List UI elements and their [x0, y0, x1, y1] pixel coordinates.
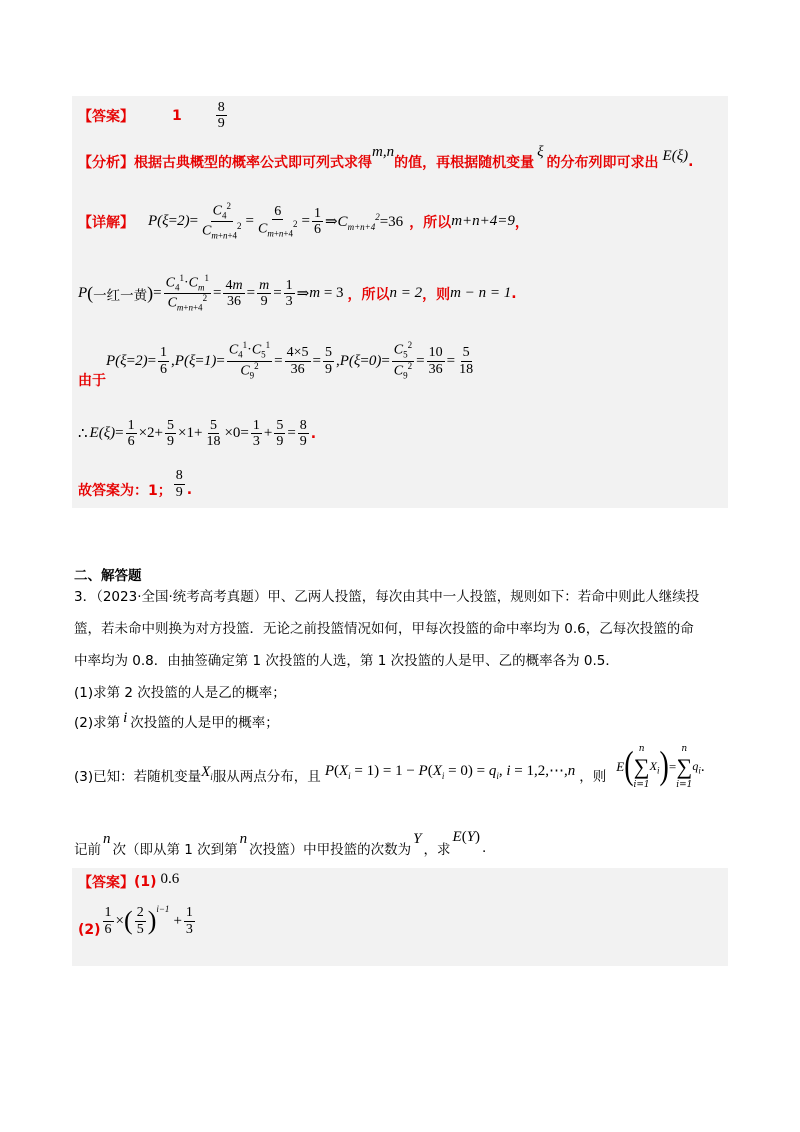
q3-line-1: 3．（2023·全国·统考高考真题）甲、乙两人投篮，每次由其中一人投篮，规则如下：若命中则此人继续投: [74, 589, 700, 605]
q3-note: 记前 n 次（即从第 1 次到第 n 次投篮）中甲投篮的次数为 Y ，求 E(Y) .: [74, 828, 487, 858]
since-label: 由于: [78, 373, 106, 389]
detail-frac-1: $\frac{C_4^2}{C_{m+n+4}^2}$: [202, 201, 242, 241]
detail-math-1: m+n+4=9: [451, 213, 515, 230]
q3-sub-1: (1)求第 2 次投篮的人是乙的概率；: [74, 685, 286, 701]
final-fraction: $\frac{8}{9}$: [175, 468, 183, 500]
line3-math-b: m − n = 1: [450, 285, 512, 302]
detail-label: 【详解】: [78, 214, 134, 231]
answer2-label: 【答案】: [78, 875, 134, 891]
final-period: .: [186, 482, 193, 498]
answer-line: [78, 100, 229, 132]
analysis-text-a: 根据古典概型的概率公式即可列式求得: [134, 155, 372, 171]
analysis-text-c: 的分布列即可求出: [546, 155, 659, 171]
final-answer-line: [78, 468, 192, 500]
expectation-line: ∴ E(ξ) = $\frac{1}{6}$ ×2+ $\frac{5}{9}$ ×1+ $\frac{5}{18}$ ×0= $\frac{1}{3}$ + $\frac{5}{9}$ = $\frac{8}{9}$ .: [78, 418, 317, 450]
detail-line-2: P ( 一红一黄 ) = $\frac{C_4^1\cdot C_m^1}{C_{m+n+4}^2}$ = $\frac{4m}{36}$ = $\frac{m}{9}$ = $\frac{1}{3}$ ⇒ m = 3 ，所以 n = 2 ，则 m − n = 1 .: [78, 273, 517, 313]
line3-end: .: [511, 285, 517, 302]
q3-sub-3: (3)已知：若随机变量 $X_i$ 服从两点分布，且 $P(X_i = 1) = 1 - P(X_i = 0) = q_i$, i = 1,2,⋯,n ，则 E ( n ∑ i=1 $X_i$ ) = n ∑ i=1 $q_i$ .: [74, 744, 705, 790]
detail-frac-2: $\frac{6}{C_{m+n+4}^2}$: [258, 203, 298, 239]
final-label: 故答案为：1；: [78, 483, 172, 499]
line3-text-a: ，所以: [347, 286, 390, 303]
answer2-line-1: [78, 872, 179, 892]
answer2-part1-label: (1): [134, 874, 157, 890]
answer-value-2: $\frac{8}{9}$: [217, 100, 225, 132]
q3-line-2: 篮，若未命中则换为对方投篮．无论之前投篮情况如何，甲每次投篮的命中率均为 0.6，乙每次投篮的命: [74, 621, 694, 637]
detail-text-1: ，所以: [409, 214, 452, 231]
detail-text-1-end: ，: [514, 214, 529, 231]
section-heading: 二、解答题: [74, 568, 142, 584]
analysis-math-expectation: E(ξ): [662, 147, 689, 164]
since-line: 由于 P(ξ=2)= $\frac{1}{6}$ , P(ξ=1)= $\frac{C_4^1\cdot C_5^1}{C_9^2}$ = $\frac{4\times 5}{36}$ = $\frac{5}{9}$ , P(ξ=0)= $\frac{C_5^2}{C_9^2}$ = $\frac{10}{36}$ = $\frac{5}{18}$: [78, 340, 474, 389]
q3-line-3: 中率均为 0.8．由抽签确定第 1 次投篮的人选，第 1 次投篮的人是甲、乙的概率各为 0.5．: [74, 653, 619, 669]
detail-frac-3: $\frac{1}{6}$: [313, 205, 321, 238]
answer-label: 【答案】: [78, 108, 134, 125]
analysis-math-xi: ξ: [537, 143, 544, 160]
line3-math-a: n = 2: [389, 285, 423, 302]
analysis-math-mn: m,n: [372, 143, 395, 160]
expectation-period: .: [310, 425, 317, 442]
answer2-line-2: (2) $\frac{1}{6}$ × ( $\frac{2}{5}$ ) i−1 + $\frac{1}{3}$: [78, 904, 193, 938]
analysis-period: .: [688, 154, 694, 170]
analysis-label: 【分析】: [78, 155, 134, 171]
answer2-part1-value: 0.6: [160, 870, 180, 887]
analysis-line: [78, 143, 694, 172]
analysis-text-b: 的值，再根据随机变量: [394, 155, 535, 171]
line3-text-b: ，则: [422, 286, 451, 303]
detail-line: 【详解】 P(ξ=2)= $\frac{C_4^2}{C_{m+n+4}^2}$ = $\frac{6}{C_{m+n+4}^2}$ = $\frac{1}{6}$ ⇒ $C_{m+n+4}^2=36$ ，所以 m+n+4=9 ，: [78, 201, 529, 241]
answer-value-1: 1: [172, 107, 182, 124]
detail-formula: P(ξ=2)=: [148, 213, 199, 230]
answer2-part2-label: (2): [78, 922, 101, 938]
q3-sub-2: (2)求第 i 次投篮的人是甲的概率；: [74, 709, 279, 731]
